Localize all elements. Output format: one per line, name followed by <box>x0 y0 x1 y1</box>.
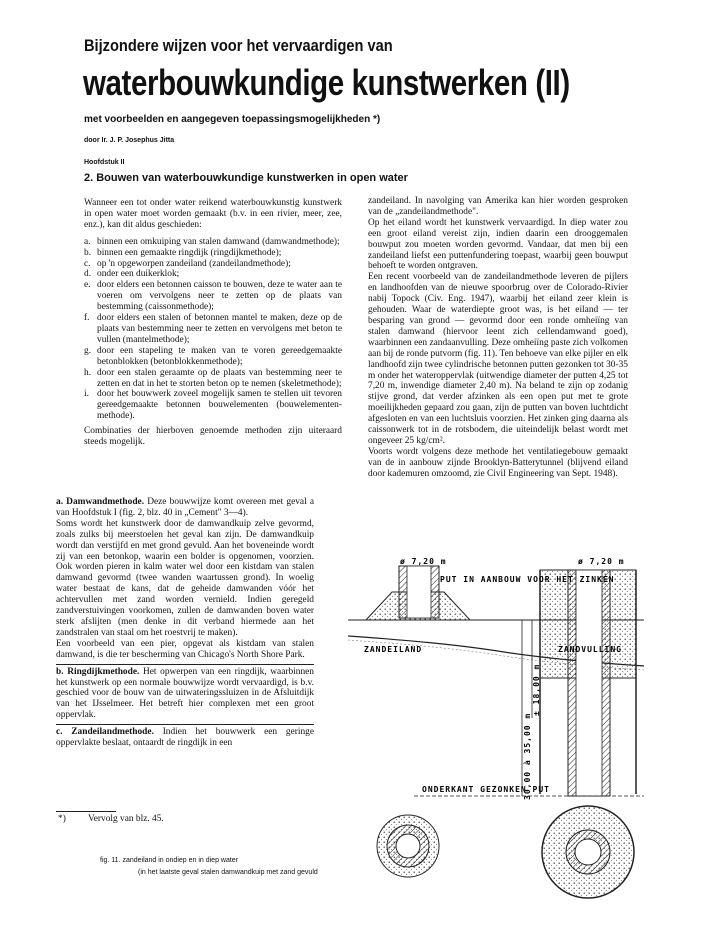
footnote <box>58 814 164 824</box>
right-paragraph-1: zandeiland. In navolging van Amerika kan hier worden gesproken van de „zandeilandmethode". <box>368 196 628 217</box>
method-item: d. onder een duikerklok; <box>84 269 180 280</box>
intro-closing: Combinaties der hierboven genoemde methoden zijn uiteraard steeds mogelijk. <box>84 426 342 448</box>
article-title: waterbouwkundige kunstwerken (II) <box>83 62 570 103</box>
method-item: e. door elders een betonnen caisson te bouwen, deze te water aan te voeren om vervolgens neer te zetten op de plaats van bestemming (caissonmethode); <box>84 280 342 313</box>
label-sand-island: ZANDEILAND <box>364 645 423 654</box>
left-column <box>56 495 314 749</box>
label-depth-large: 30,00 à 35,00 m <box>523 712 532 800</box>
footnote-mark: *) <box>58 814 66 824</box>
intro-block <box>84 198 342 448</box>
right-paragraph-2: Op het eiland wordt het kunstwerk vervaardigd. In diep water zou een groot eiland vereist zijn, indien daarin een drooggemalen bouwput zou moeten worden gevormd. Vandaar, dat men bij een zandeiland liefst een puttenfundering toepast, waarbij geen bouwput behoeft te worden ontgraven. <box>368 217 628 272</box>
author-line: door Ir. J. P. Josephus Jitta <box>84 137 175 144</box>
article-subtitle: met voorbeelden en aangegeven toepassingsmogelijkheden *) <box>84 114 381 125</box>
label-sand-fill: ZANDVULLING <box>558 645 622 654</box>
section-a-paragraph: Soms wordt het kunstwerk door de damwandkuip zelve gevormd, zoals zulks bij meerstoelen het geval kan zijn. De damwandkuip wordt dan verstijfd en met grond gevuld. Aan het boveneinde wordt zij van een betonkop, waarin een bolder is opgenomen, voorzien. Ook worden pieren in kalm water wel door een kistdam van stalen damwand gevormd (twee wanden waartussen grond). In woelig water bestaat de kans, dat de geheide damwanden vóór het achtervullen met zand worden vernield. Indien geregeld zandverstuivingen voorkomen, zullen de damwanden boven water sterk afslijten (men denke in dit verband hiermede aan het zandstralen van staal om het roestvrij te maken). <box>56 518 314 638</box>
plan-view-left <box>377 815 439 877</box>
method-item: g. door een stapeling te maken van te voren gereedgemaakte betonblokken (betonblokkenmethode); <box>84 345 342 367</box>
section-b <box>56 664 314 722</box>
label-depth-small: ± 18,00 m <box>532 663 541 716</box>
method-item: c. op 'n opgeworpen zandeiland (zandeilandmethode); <box>84 258 291 269</box>
section-c <box>56 724 314 749</box>
intro-lead: Wanneer een tot onder water reikend waterbouwkunstig kunstwerk in open water moet worden gemaakt (b.v. in een rivier, meer, zee, enz.), kan dit aldus geschieden: <box>84 198 342 230</box>
method-item: a. binnen een omkuiping van stalen damwand (damwandmethode); <box>84 236 340 247</box>
footnote-rule <box>56 811 116 812</box>
label-bottom-well: ONDERKANT GEZONKEN PUT <box>422 785 550 794</box>
label-well-under-construction: PUT IN AANBOUW VOOR HET ZINKEN <box>440 575 615 584</box>
section-b-body: Het opwerpen van een ringdijk, waarbinnen het kunstwerk op een normale bouwwijze wordt vervaardigd, is b.v. geschied voor de bouw van de uitwateringssluizen in de Afsluitdijk van het IJsselmeer. Het betreft hier complexen met een groot oppervlak. <box>56 666 314 721</box>
figure-caption: fig. 11. zandeiland in ondiep en in diep water <box>100 857 239 864</box>
dim-label-right: ø 7,20 m <box>578 557 625 566</box>
right-paragraph-4: Voorts wordt volgens deze methode het ventilatiegebouw gemaakt van de in aanbouw zijnde Brooklyn-Batterytunnel (blijvend eiland door kademuren omzoomd, zie Civil Engineering van Sept. 1948). <box>368 446 628 479</box>
method-item: h. door een stalen geraamte op de plaats van bestemming neer te zetten en dat in het te storten beton op te nemen (skeletmethode); <box>84 367 342 389</box>
method-item: b. binnen een gemaakte ringdijk (ringdijkmethode); <box>84 247 282 258</box>
section-a-body: Deze bouwwijze komt overeen met geval a van Hoofdstuk I (fig. 2, blz. 40 in „Cement" 3—4). <box>56 497 314 518</box>
chapter-label: Hoofdstuk II <box>84 159 125 166</box>
section-heading: 2. Bouwen van waterbouwkundige kunstwerken in open water <box>84 172 408 184</box>
right-paragraph-3: Een recent voorbeeld van de zandeilandmethode leveren de pijlers en landhoofden van de nieuwe spoorbrug over de Colorado-Rivier nabij Topock (Civ. Eng. 1947), waarbij het eiland zeer klein is gehouden. Waar de waterdiepte groot was, is het eiland — ter besparing van grond — gevormd door een ronde omheiïng van stalen damwand (hiervoor leent zich cellendamwand goed), waarbinnen een zandaanvulling. Deze omheiïng paste zich volkomen aan bij de ronde putvorm (fig. 11). Ten behoeve van elke pijler en elk landhoofd zijn twee cylindrische betonnen putten gezonken tot 30-35 m onder het wateroppervlak (uitwendige diameter der putten 4,25 tot 7,20 m, inwendige diameter 2,40 m). Na beland te zijn op zodanig stijve grond, dat verder afzinken als een open put met te grote moeilijkheden gepaard zou gaan, zijn de putten van boven luchtdicht afgesloten en van een luchtsluis voorzien. Het zinken ging daarna als caissonwerk tot in de rotsbodem, die uiteindelijk belast wordt met ongeveer 25 kg/cm². <box>368 272 628 446</box>
footnote-text: Vervolg van blz. 45. <box>88 814 164 824</box>
dim-label-left: ø 7,20 m <box>400 557 447 566</box>
section-c-body: Indien het bouwwerk een geringe oppervlakte beslaat, ontaardt de ringdijk in een <box>56 727 314 749</box>
plan-view-right <box>542 806 634 898</box>
methods-list <box>84 237 342 422</box>
article-kicker: Bijzondere wijzen voor het vervaardigen van <box>84 36 393 55</box>
section-a-example: Een voorbeeld van een pier, opgevat als kistdam van stalen damwand, is die ter bescherming van Chicago's North Shore Park. <box>56 638 314 660</box>
section-b-heading: b. Ringdijkmethode. <box>56 666 140 677</box>
figure-sand-island-drawing <box>344 548 644 933</box>
section-a <box>56 495 314 661</box>
figure-caption-note: (in het laatste geval stalen damwandkuip met zand gevuld <box>138 869 318 876</box>
method-item: f. door elders een stalen of betonnen mantel te maken, deze op de plaats van bestemming neer te zetten en vervolgens met beton te vullen (mantelmethode); <box>84 313 342 345</box>
section-c-heading: c. Zandeilandmethode. <box>56 727 154 738</box>
method-item: i. door het bouwwerk zoveel mogelijk samen te stellen uit tevoren gereedgemaakte betonnen bouwelementen (bouwelementen-methode). <box>84 389 342 422</box>
right-column <box>368 196 628 480</box>
section-a-heading: a. Damwandmethode. <box>56 497 145 507</box>
